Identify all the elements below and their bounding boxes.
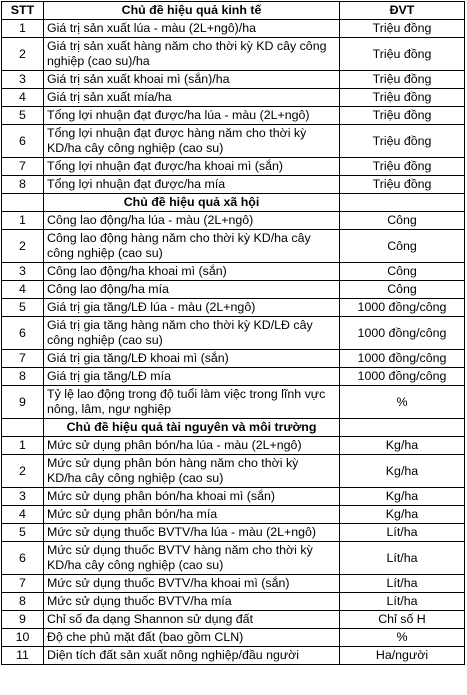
unit-cell: Lít/ha (340, 542, 465, 575)
indicator-name: Mức sử dụng thuốc BVTV/ha lúa - màu (2L+ngô) (44, 524, 340, 542)
unit-header: ĐVT (340, 2, 465, 20)
unit-cell: Kg/ha (340, 506, 465, 524)
row-number: 4 (2, 506, 44, 524)
table-row (2, 158, 465, 176)
unit-cell: Triệu đồng (340, 125, 465, 158)
row-number: 3 (2, 263, 44, 281)
row-number: 2 (2, 38, 44, 71)
indicator-name: Mức sử dụng phân bón/ha khoai mì (sắn) (44, 488, 340, 506)
table-row (2, 263, 465, 281)
table-row (2, 299, 465, 317)
section-unit-spacer (340, 419, 465, 437)
unit-cell: % (340, 386, 465, 419)
indicator-name: Công lao động/ha lúa - màu (2L+ngô) (44, 212, 340, 230)
section-header-row (2, 194, 465, 212)
row-number: 3 (2, 488, 44, 506)
row-number: 1 (2, 20, 44, 38)
row-number: 3 (2, 71, 44, 89)
row-number: 8 (2, 593, 44, 611)
section-title: Chủ đề hiệu quả tài nguyên và môi trường (44, 419, 340, 437)
row-number: 4 (2, 281, 44, 299)
row-number: 6 (2, 542, 44, 575)
unit-cell: Triệu đồng (340, 89, 465, 107)
indicator-name: Độ che phủ mặt đất (bao gồm CLN) (44, 629, 340, 647)
table-row (2, 350, 465, 368)
row-number: 6 (2, 317, 44, 350)
indicator-name: Giá trị gia tăng/LĐ lúa - màu (2L+ngô) (44, 299, 340, 317)
unit-cell: 1000 đồng/công (340, 317, 465, 350)
table-row (2, 176, 465, 194)
unit-cell: Công (340, 230, 465, 263)
row-number: 1 (2, 212, 44, 230)
indicator-name: Giá trị sản xuất mía/ha (44, 89, 340, 107)
table-row (2, 20, 465, 38)
indicator-name: Diện tích đất sản xuất nông nghiệp/đầu người (44, 647, 340, 665)
table-row (2, 506, 465, 524)
row-number: 5 (2, 524, 44, 542)
indicator-name: Mức sử dụng thuốc BVTV/ha mía (44, 593, 340, 611)
section-header-row (2, 419, 465, 437)
indicator-name: Giá trị sản xuất lúa - màu (2L+ngô)/ha (44, 20, 340, 38)
row-number: 5 (2, 299, 44, 317)
unit-cell: Ha/người (340, 647, 465, 665)
table-row (2, 212, 465, 230)
table-row (2, 488, 465, 506)
unit-cell: 1000 đồng/công (340, 368, 465, 386)
row-number: 8 (2, 368, 44, 386)
indicator-name: Giá trị gia tăng/LĐ khoai mì (sắn) (44, 350, 340, 368)
table-row (2, 125, 465, 158)
unit-cell: Triệu đồng (340, 20, 465, 38)
section-stt-spacer (2, 194, 44, 212)
unit-cell: Công (340, 263, 465, 281)
row-number: 2 (2, 455, 44, 488)
unit-cell: Triệu đồng (340, 176, 465, 194)
table-row (2, 629, 465, 647)
indicator-name: Tỷ lệ lao động trong độ tuổi làm việc trong lĩnh vực nông, lâm, ngư nghiệp (44, 386, 340, 419)
section-header-row (2, 2, 465, 20)
table-row (2, 455, 465, 488)
row-number: 9 (2, 611, 44, 629)
row-number: 5 (2, 107, 44, 125)
indicator-name: Mức sử dụng phân bón/ha lúa - màu (2L+ngô) (44, 437, 340, 455)
indicator-name: Tổng lợi nhuận đạt được/ha khoai mì (sắn) (44, 158, 340, 176)
unit-cell: Công (340, 281, 465, 299)
section-stt-spacer (2, 419, 44, 437)
table-row (2, 368, 465, 386)
unit-cell: Lít/ha (340, 524, 465, 542)
table-row (2, 107, 465, 125)
unit-cell: Triệu đồng (340, 38, 465, 71)
row-number: 10 (2, 629, 44, 647)
stt-header: STT (2, 2, 44, 20)
indicator-table (1, 1, 465, 665)
table-row (2, 647, 465, 665)
indicator-name: Giá trị sản xuất hàng năm cho thời kỳ KD cây công nghiệp (cao su)/ha (44, 38, 340, 71)
indicator-name: Giá trị sản xuất khoai mì (sắn)/ha (44, 71, 340, 89)
table-row (2, 281, 465, 299)
table-row (2, 230, 465, 263)
table-row (2, 317, 465, 350)
row-number: 7 (2, 350, 44, 368)
indicator-name: Tổng lợi nhuận đạt được/ha lúa - màu (2L+ngô) (44, 107, 340, 125)
row-number: 4 (2, 89, 44, 107)
row-number: 1 (2, 437, 44, 455)
table-row (2, 38, 465, 71)
table-row (2, 524, 465, 542)
unit-cell: % (340, 629, 465, 647)
row-number: 11 (2, 647, 44, 665)
table-row (2, 593, 465, 611)
table-row (2, 575, 465, 593)
row-number: 6 (2, 125, 44, 158)
indicator-name: Mức sử dụng phân bón hàng năm cho thời kỳ KD/ha cây công nghiệp (cao su) (44, 455, 340, 488)
unit-cell: 1000 đồng/công (340, 299, 465, 317)
section-unit-spacer (340, 194, 465, 212)
indicator-name: Tổng lợi nhuận đạt được/ha mía (44, 176, 340, 194)
table-row (2, 71, 465, 89)
indicator-name: Mức sử dụng thuốc BVTV hàng năm cho thời kỳ KD/ha cây công nghiệp (cao su) (44, 542, 340, 575)
indicator-name: Mức sử dụng phân bón/ha mía (44, 506, 340, 524)
unit-cell: Lít/ha (340, 575, 465, 593)
unit-cell: Lít/ha (340, 593, 465, 611)
row-number: 9 (2, 386, 44, 419)
unit-cell: Kg/ha (340, 437, 465, 455)
indicator-name: Mức sử dụng thuốc BVTV/ha khoai mì (sắn) (44, 575, 340, 593)
table-row (2, 386, 465, 419)
indicator-name: Chỉ số đa dạng Shannon sử dụng đất (44, 611, 340, 629)
row-number: 7 (2, 575, 44, 593)
indicator-name: Công lao động/ha mía (44, 281, 340, 299)
indicator-name: Công lao động/ha khoai mì (sắn) (44, 263, 340, 281)
row-number: 7 (2, 158, 44, 176)
table-row (2, 89, 465, 107)
indicator-name: Giá trị gia tăng/LĐ mía (44, 368, 340, 386)
unit-cell: Chỉ số H (340, 611, 465, 629)
unit-cell: Kg/ha (340, 455, 465, 488)
row-number: 2 (2, 230, 44, 263)
table-row (2, 437, 465, 455)
unit-cell: Triệu đồng (340, 71, 465, 89)
unit-cell: 1000 đồng/công (340, 350, 465, 368)
unit-cell: Kg/ha (340, 488, 465, 506)
table-row (2, 542, 465, 575)
unit-cell: Triệu đồng (340, 158, 465, 176)
row-number: 8 (2, 176, 44, 194)
unit-cell: Công (340, 212, 465, 230)
indicator-name: Tổng lợi nhuận đạt được hàng năm cho thời kỳ KD/ha cây công nghiệp (cao su) (44, 125, 340, 158)
unit-cell: Triệu đồng (340, 107, 465, 125)
section-title: Chủ đề hiệu quả xã hội (44, 194, 340, 212)
table-row (2, 611, 465, 629)
indicator-name: Công lao động hàng năm cho thời kỳ KD/ha cây công nghiệp (cao su) (44, 230, 340, 263)
indicator-name: Giá trị gia tăng hàng năm cho thời kỳ KD/LĐ cây công nghiệp (cao su) (44, 317, 340, 350)
indicator-table-body (2, 2, 465, 665)
section-title: Chủ đề hiệu quả kinh tế (44, 2, 340, 20)
